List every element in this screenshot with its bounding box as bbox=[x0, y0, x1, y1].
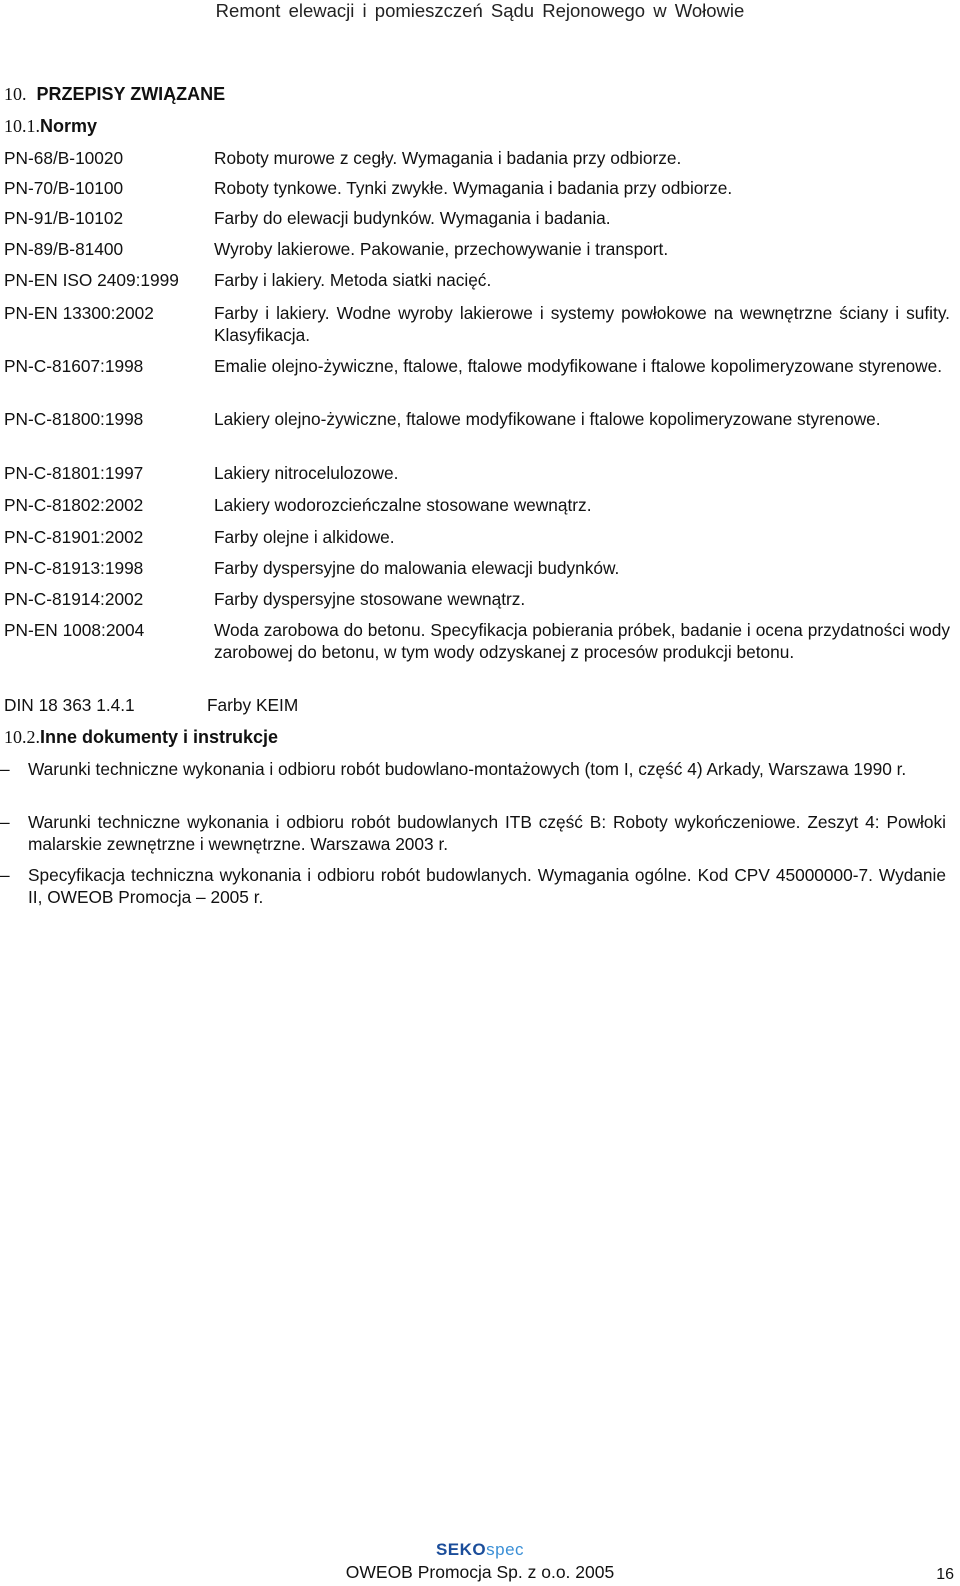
section-number: 10.2. bbox=[4, 727, 40, 747]
norm-description: Farby KEIM bbox=[207, 695, 299, 715]
norm-code: PN-EN 1008:2004 bbox=[4, 620, 145, 640]
norm-description: Farby i lakiery. Wodne wyroby lakierowe i systemy powłokowe na wewnętrzne ściany i sufity. Klasyfikacja. bbox=[214, 303, 950, 345]
norm-code: PN-89/B-81400 bbox=[4, 239, 124, 259]
sekospec-logo bbox=[0, 1540, 960, 1560]
norm-code: PN-EN ISO 2409:1999 bbox=[4, 270, 179, 290]
norm-code: PN-C-81913:1998 bbox=[4, 558, 144, 578]
logo-part-seko: SEKO bbox=[435, 1540, 487, 1559]
section-number: 10.1. bbox=[4, 116, 40, 136]
norm-description: Farby olejne i alkidowe. bbox=[214, 527, 395, 547]
norm-description: Farby dyspersyjne stosowane wewnątrz. bbox=[214, 589, 526, 609]
document-text: Specyfikacja techniczna wykonania i odbioru robót budowlanych. Wymagania ogólne. Kod CPV 45000000-7. Wydanie II, OWEOB Promocja – 2005 r. bbox=[28, 865, 946, 907]
page-number: 16 bbox=[936, 1566, 954, 1583]
norm-code: PN-C-81914:2002 bbox=[4, 589, 144, 609]
section-10-heading bbox=[4, 84, 225, 105]
page-header: Remont elewacji i pomieszczeń Sądu Rejonowego w Wołowie bbox=[215, 0, 745, 21]
document-text: Warunki techniczne wykonania i odbioru robót budowlano-montażowych (tom I, część 4) Arkady, Warszawa 1990 r. bbox=[28, 759, 907, 779]
logo-part-spec: spec bbox=[486, 1540, 525, 1559]
dash-bullet: – bbox=[0, 759, 10, 779]
dash-bullet: – bbox=[0, 865, 10, 885]
norm-description: Farby i lakiery. Metoda siatki nacięć. bbox=[214, 270, 492, 290]
norm-description: Lakiery wodorozcieńczalne stosowane wewnątrz. bbox=[214, 495, 592, 515]
section-10-1-heading bbox=[4, 116, 97, 137]
section-number: 10. bbox=[4, 84, 27, 104]
norm-code: DIN 18 363 1.4.1 bbox=[4, 695, 135, 715]
footer-company: OWEOB Promocja Sp. z o.o. 2005 bbox=[345, 1562, 615, 1582]
norm-description: Woda zarobowa do betonu. Specyfikacja pobierania próbek, badanie i ocena przydatności wody zarobowej do betonu, w tym wody odzyskanej z procesów produkcji betonu. bbox=[214, 620, 950, 662]
section-title: Inne dokumenty i instrukcje bbox=[40, 727, 279, 747]
norm-code: PN-C-81801:1997 bbox=[4, 463, 144, 483]
dash-bullet: – bbox=[0, 812, 10, 832]
norm-description: Farby do elewacji budynków. Wymagania i badania. bbox=[214, 208, 611, 228]
norm-description: Wyroby lakierowe. Pakowanie, przechowywanie i transport. bbox=[214, 239, 669, 259]
norm-description: Farby dyspersyjne do malowania elewacji budynków. bbox=[214, 558, 620, 578]
norm-description: Emalie olejno-żywiczne, ftalowe, ftalowe modyfikowane i ftalowe kopolimeryzowane styrenowe. bbox=[214, 356, 943, 376]
norm-description: Roboty murowe z cegły. Wymagania i badania przy odbiorze. bbox=[214, 148, 682, 168]
norm-code: PN-68/B-10020 bbox=[4, 148, 124, 168]
norm-code: PN-70/B-10100 bbox=[4, 178, 124, 198]
section-title: PRZEPISY ZWIĄZANE bbox=[36, 84, 226, 104]
norm-code: PN-91/B-10102 bbox=[4, 208, 124, 228]
norm-description: Lakiery olejno-żywiczne, ftalowe modyfikowane i ftalowe kopolimeryzowane styrenowe. bbox=[214, 409, 881, 429]
section-10-2-heading bbox=[4, 727, 278, 748]
norm-description: Lakiery nitrocelulozowe. bbox=[214, 463, 399, 483]
norm-code: PN-C-81607:1998 bbox=[4, 356, 144, 376]
norm-code: PN-C-81901:2002 bbox=[4, 527, 144, 547]
section-title: Normy bbox=[40, 116, 98, 136]
norm-code: PN-C-81802:2002 bbox=[4, 495, 144, 515]
document-text: Warunki techniczne wykonania i odbioru robót budowlanych ITB część B: Roboty wykończeniowe. Zeszyt 4: Powłoki malarskie zewnętrzne i wewnętrzne. Warszawa 2003 r. bbox=[28, 812, 946, 854]
norm-code: PN-C-81800:1998 bbox=[4, 409, 144, 429]
norm-code: PN-EN 13300:2002 bbox=[4, 303, 154, 323]
norm-description: Roboty tynkowe. Tynki zwykłe. Wymagania i badania przy odbiorze. bbox=[214, 178, 733, 198]
